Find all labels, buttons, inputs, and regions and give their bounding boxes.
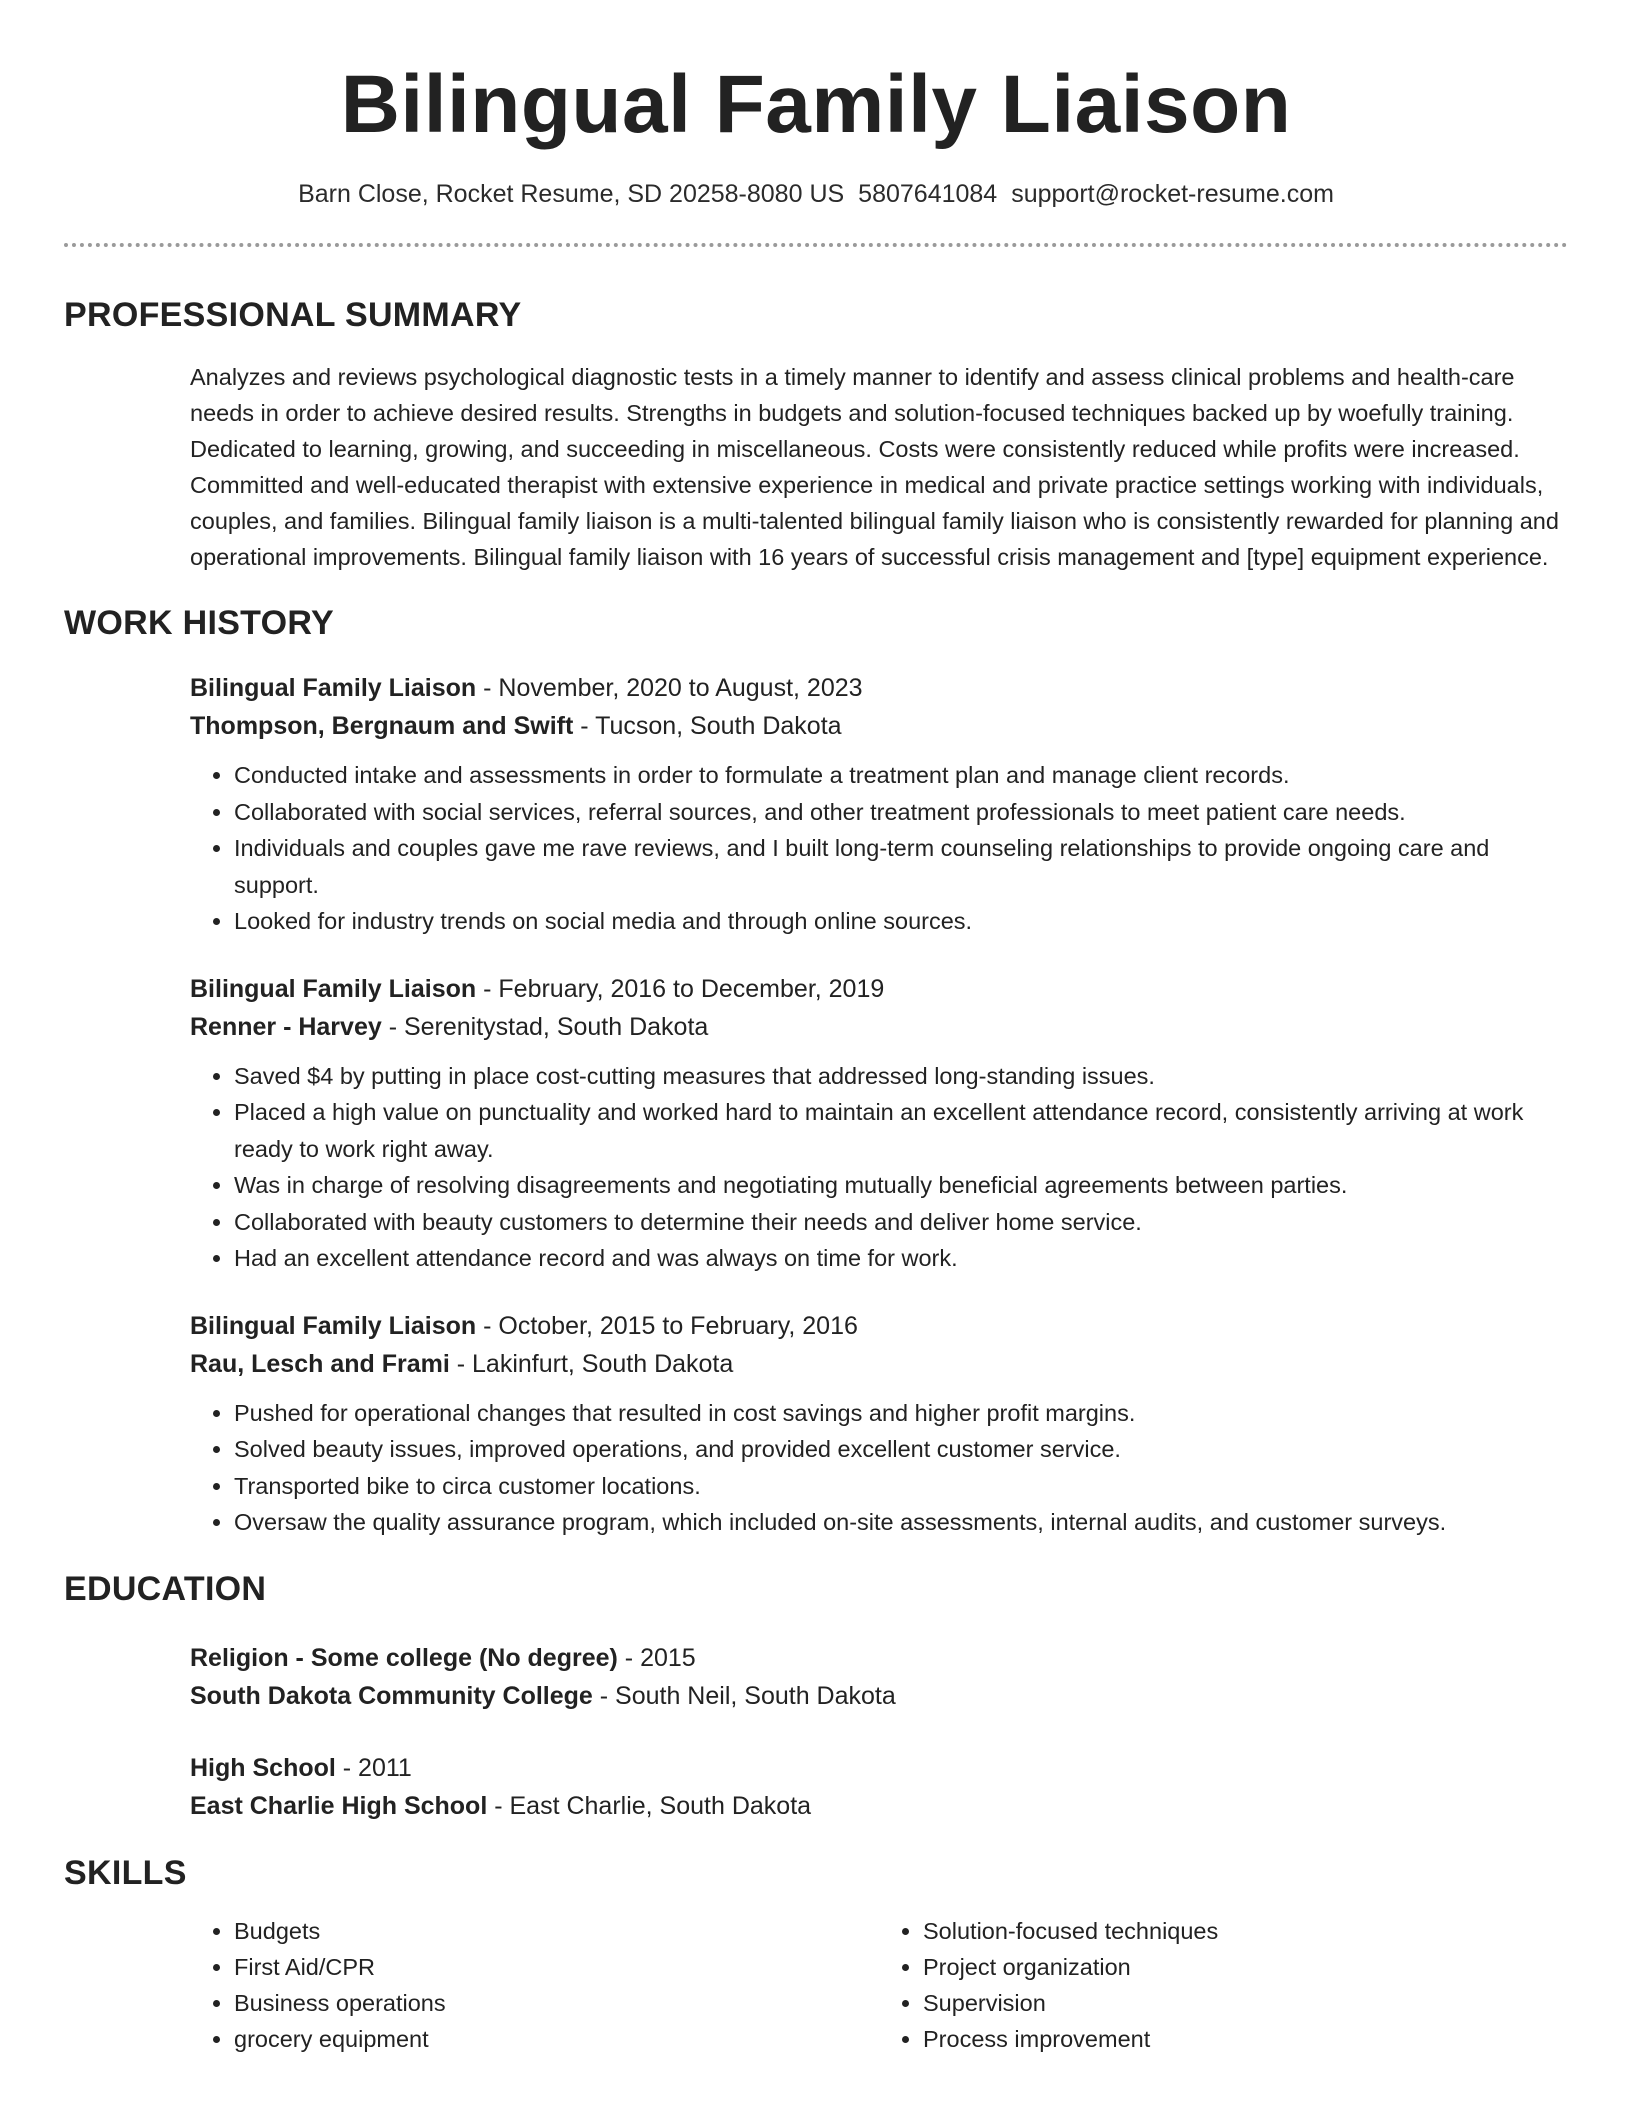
education-year: - 2015 [617, 1643, 696, 1672]
contact-phone: 5807641084 [858, 180, 998, 208]
job-company: Thompson, Bergnaum and Swift [190, 712, 574, 740]
summary-text: Analyzes and reviews psychological diagnostic tests in a timely manner to identify and assess clinical problems and health-care needs in order to achieve desired results. Strengths in budgets and solution-focused techniques backed up by woefully training. Dedicated to learning, growing, and succeeding in miscellaneous. Costs were consistently reduced while profits were increased. Committed and well-educated therapist with extensive experience in medical and private practice settings working with individuals, couples, and families. Bilingual family liaison is a multi-talented bilingual family liaison who is consistently rewarded for planning and operational improvements. Bilingual family liaison with 16 years of successful crisis management and [type] equipment experience. [190, 364, 1559, 570]
job-role: Bilingual Family Liaison [190, 1311, 477, 1340]
skill-item: • First Aid/CPR [234, 1949, 879, 1985]
education-school: East Charlie High School [190, 1791, 488, 1820]
job-role: Bilingual Family Liaison [190, 674, 477, 702]
job-bullets [190, 757, 1568, 940]
job-bullet: • Placed a high value on punctuality and worked hard to maintain an excellent attendance record, consistently arriving at work ready to work right away. [234, 1094, 1568, 1167]
resume-name: Bilingual Family Liaison [340, 59, 1292, 150]
job-title-line [190, 970, 1568, 1008]
job-entry [190, 669, 1568, 940]
job-company-line [190, 707, 1568, 745]
education-degree: Religion - Some college (No degree) [190, 1643, 618, 1672]
skill-item: • Business operations [234, 1985, 879, 2021]
job-role: Bilingual Family Liaison [190, 974, 477, 1003]
education-entry [190, 1639, 1568, 1715]
work-history-heading: WORK HISTORY [64, 604, 334, 642]
skill-item: • Budgets [234, 1913, 879, 1949]
education-section [64, 1569, 1568, 1825]
skills-column-right [879, 1913, 1568, 2057]
summary-heading: PROFESSIONAL SUMMARY [64, 296, 522, 334]
job-entry [190, 1307, 1568, 1541]
job-bullet: • Saved $4 by putting in place cost-cutting measures that addressed long-standing issues. [234, 1058, 1568, 1095]
work-history-section [64, 603, 1568, 1541]
skill-item: • Process improvement [923, 2021, 1568, 2057]
education-degree-line [190, 1749, 1568, 1787]
education-entry [190, 1749, 1568, 1825]
education-school: South Dakota Community College [190, 1681, 593, 1710]
job-bullet: • Conducted intake and assessments in order to formulate a treatment plan and manage client records. [234, 757, 1568, 794]
job-company: Rau, Lesch and Frami [190, 1349, 450, 1378]
job-bullet: • Had an excellent attendance record and was always on time for work. [234, 1240, 1568, 1277]
job-company-line [190, 1008, 1568, 1046]
contact-email: support@rocket-resume.com [1011, 180, 1334, 208]
job-dates: - February, 2016 to December, 2019 [476, 974, 885, 1003]
job-bullet: • Individuals and couples gave me rave reviews, and I built long-term counseling relationships to provide ongoing care and support. [234, 830, 1568, 903]
education-location: - South Neil, South Dakota [592, 1681, 896, 1710]
education-school-line [190, 1787, 1568, 1825]
education-location: - East Charlie, South Dakota [487, 1791, 812, 1820]
job-bullet: • Transported bike to circa customer locations. [234, 1468, 1568, 1505]
education-degree-line [190, 1639, 1568, 1677]
skills-grid [190, 1913, 1568, 2057]
summary-section [64, 295, 1568, 575]
job-bullet: • Pushed for operational changes that resulted in cost savings and higher profit margins. [234, 1395, 1568, 1432]
education-school-line [190, 1677, 1568, 1715]
job-bullet: • Solved beauty issues, improved operations, and provided excellent customer service. [234, 1431, 1568, 1468]
skill-item: • Solution-focused techniques [923, 1913, 1568, 1949]
job-dates: - November, 2020 to August, 2023 [476, 674, 863, 702]
header-divider [64, 243, 1568, 247]
job-bullet: • Collaborated with beauty customers to determine their needs and deliver home service. [234, 1204, 1568, 1241]
skill-item: • Project organization [923, 1949, 1568, 1985]
job-bullets [190, 1395, 1568, 1541]
job-bullet: • Oversaw the quality assurance program, which included on-site assessments, internal audits, and customer surveys. [234, 1504, 1568, 1541]
job-title-line [190, 1307, 1568, 1345]
job-bullet: • Was in charge of resolving disagreements and negotiating mutually beneficial agreements between parties. [234, 1167, 1568, 1204]
job-title-line [190, 669, 1568, 707]
job-location: - Lakinfurt, South Dakota [449, 1349, 734, 1378]
job-dates: - October, 2015 to February, 2016 [476, 1311, 858, 1340]
skills-column-left [190, 1913, 879, 2057]
job-bullet: • Looked for industry trends on social media and through online sources. [234, 903, 1568, 940]
skill-item: • Supervision [923, 1985, 1568, 2021]
job-entry [190, 970, 1568, 1277]
skills-heading: SKILLS [64, 1853, 187, 1892]
education-year: - 2011 [335, 1753, 412, 1782]
skill-item: • grocery equipment [234, 2021, 879, 2057]
job-bullet: • Collaborated with social services, referral sources, and other treatment professionals to meet patient care needs. [234, 794, 1568, 831]
job-company: Renner - Harvey [190, 1012, 382, 1041]
job-bullets [190, 1058, 1568, 1277]
contact-line [0, 179, 1632, 209]
job-company-line [190, 1345, 1568, 1383]
job-location: - Serenitystad, South Dakota [381, 1012, 709, 1041]
skills-section [64, 1853, 1568, 2057]
job-location: - Tucson, South Dakota [573, 712, 842, 740]
education-degree: High School [190, 1753, 336, 1782]
contact-address: Barn Close, Rocket Resume, SD 20258-8080 US [298, 180, 845, 208]
education-heading: EDUCATION [64, 1569, 267, 1608]
